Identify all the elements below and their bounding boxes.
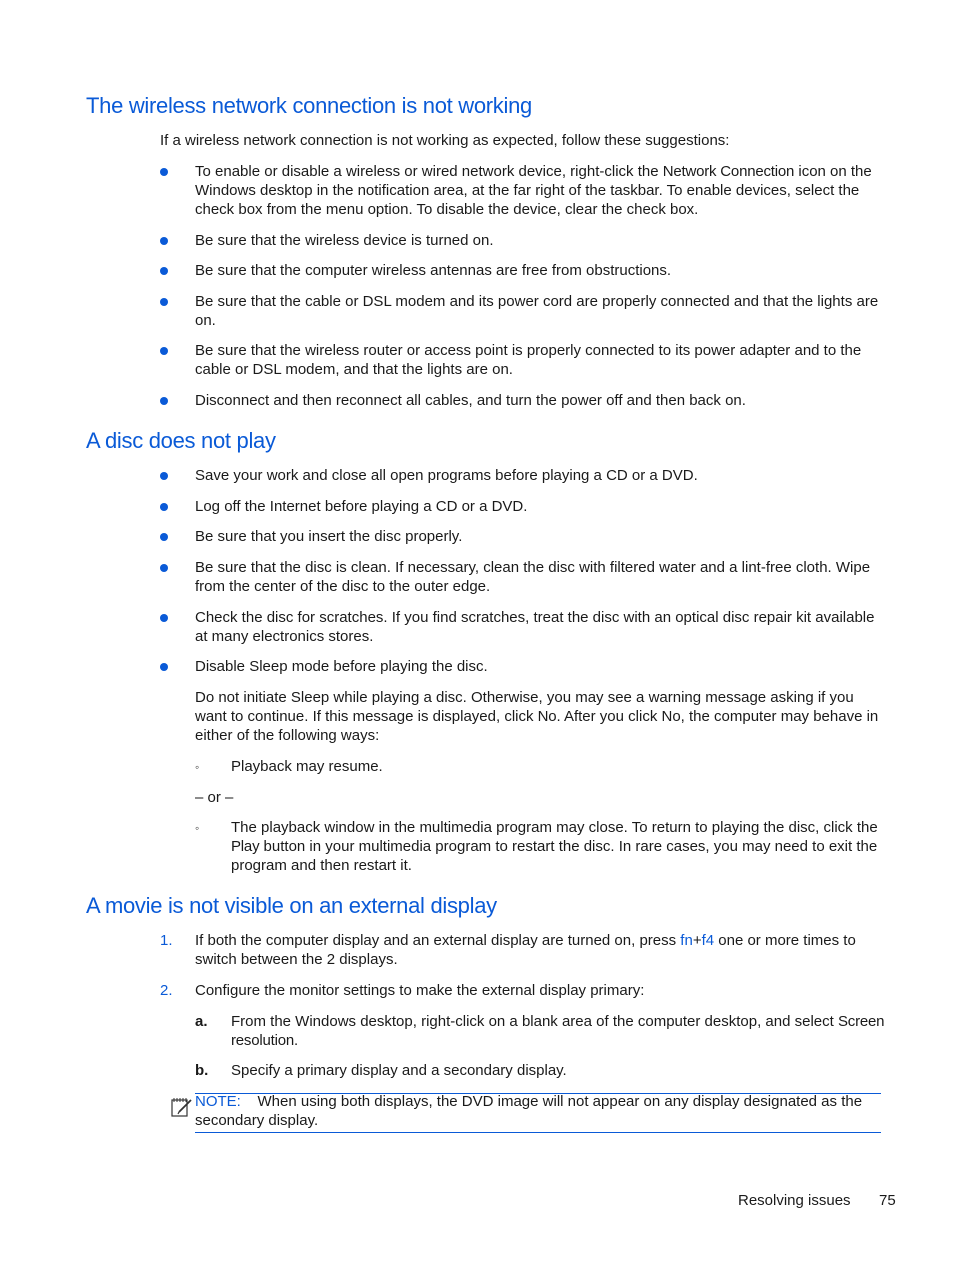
wireless-bullet-4: Be sure that the cable or DSL modem and its power cord are properly connected and that the lights are on. xyxy=(195,293,879,329)
footer-section-name: Resolving issues xyxy=(738,1192,851,1209)
disc-bullet-6: Disable Sleep mode before playing the disc. xyxy=(195,658,488,675)
ui-no-button-label: No xyxy=(537,708,557,725)
bullet-dot-icon xyxy=(160,267,168,275)
sub-bullet-icon: ◦ xyxy=(195,821,200,835)
ui-screen-resolution: Screen resolution xyxy=(231,1013,885,1049)
step-1: If both the computer display and an external display are turned on, press fn+f4 one or more times to switch between the 2 displays. xyxy=(195,932,856,968)
wireless-bullet-2: Be sure that the wireless device is turned on. xyxy=(195,232,494,249)
bullet-dot-icon xyxy=(160,503,168,511)
bullet-dot-icon xyxy=(160,347,168,355)
disc-bullet-1: Save your work and close all open programs before playing a CD or a DVD. xyxy=(195,467,698,484)
or-separator: – or – xyxy=(195,789,234,806)
note-bottom-rule xyxy=(195,1132,881,1133)
heading-wireless: The wireless network connection is not working xyxy=(86,93,532,118)
wireless-intro: If a wireless network connection is not working as expected, follow these suggestions: xyxy=(160,132,730,149)
bullet-dot-icon xyxy=(160,168,168,176)
note-pad-icon xyxy=(170,1095,194,1119)
wireless-bullet-1: To enable or disable a wireless or wired network device, right-click the Network Connection icon on the Windows desktop in the notification area, at the far right of the taskbar. To enable devices, select the check box from the menu option. To disable the device, clear the check box. xyxy=(195,163,872,218)
disc-bullet-2: Log off the Internet before playing a CD or a DVD. xyxy=(195,498,528,515)
disc-bullet-3: Be sure that you insert the disc properly. xyxy=(195,528,463,545)
key-fn: fn xyxy=(680,932,693,949)
sub-item-2: The playback window in the multimedia program may close. To return to playing the disc, click the Play button in your multimedia program to restart the disc. In rare cases, you may need to exit the program and then restart it. xyxy=(231,819,878,874)
ui-play-button-label: Play xyxy=(231,838,260,855)
disc-bullet-5: Check the disc for scratches. If you find scratches, treat the disc with an optical disc repair kit available at many electronics stores. xyxy=(195,609,875,645)
bullet-dot-icon xyxy=(160,237,168,245)
bullet-dot-icon xyxy=(160,663,168,671)
ui-network-connection: Network Connection xyxy=(662,163,795,180)
step-number-2: 2. xyxy=(160,982,173,999)
wireless-bullet-3: Be sure that the computer wireless antennas are free from obstructions. xyxy=(195,262,672,279)
sub-item-1: Playback may resume. xyxy=(231,758,383,775)
step-2: Configure the monitor settings to make the external display primary: xyxy=(195,982,645,999)
heading-movie: A movie is not visible on an external display xyxy=(86,893,497,918)
sleep-paragraph: Do not initiate Sleep while playing a disc. Otherwise, you may see a warning message asking if you want to continue. If this message is displayed, click No. After you click No, the computer may behave in either of the following ways: xyxy=(195,689,879,744)
bullet-dot-icon xyxy=(160,614,168,622)
bullet-dot-icon xyxy=(160,397,168,405)
key-f4: f4 xyxy=(701,932,715,949)
substep-label-b: b. xyxy=(195,1062,209,1079)
bullet-dot-icon xyxy=(160,298,168,306)
sub-bullet-icon: ◦ xyxy=(195,760,200,774)
heading-disc: A disc does not play xyxy=(86,428,276,453)
note-text: NOTE: When using both displays, the DVD image will not appear on any display designated as the secondary display. xyxy=(195,1093,863,1129)
substep-label-a: a. xyxy=(195,1013,208,1030)
wireless-bullet-5: Be sure that the wireless router or access point is properly connected to its power adapter and to the cable or DSL modem, and that the lights are on. xyxy=(195,342,862,378)
footer-page-number: 75 xyxy=(879,1192,896,1209)
disc-bullet-4: Be sure that the disc is clean. If necessary, clean the disc with filtered water and a lint-free cloth. Wipe from the center of the disc to the outer edge. xyxy=(195,559,871,595)
bullet-dot-icon xyxy=(160,533,168,541)
substep-b: Specify a primary display and a secondary display. xyxy=(231,1062,567,1079)
note-label: NOTE: xyxy=(195,1093,241,1110)
step-number-1: 1. xyxy=(160,932,173,949)
bullet-dot-icon xyxy=(160,564,168,572)
wireless-bullet-6: Disconnect and then reconnect all cables, and turn the power off and then back on. xyxy=(195,392,746,409)
substep-a: From the Windows desktop, right-click on a blank area of the computer desktop, and select Screen resolution. xyxy=(231,1013,885,1049)
bullet-dot-icon xyxy=(160,472,168,480)
